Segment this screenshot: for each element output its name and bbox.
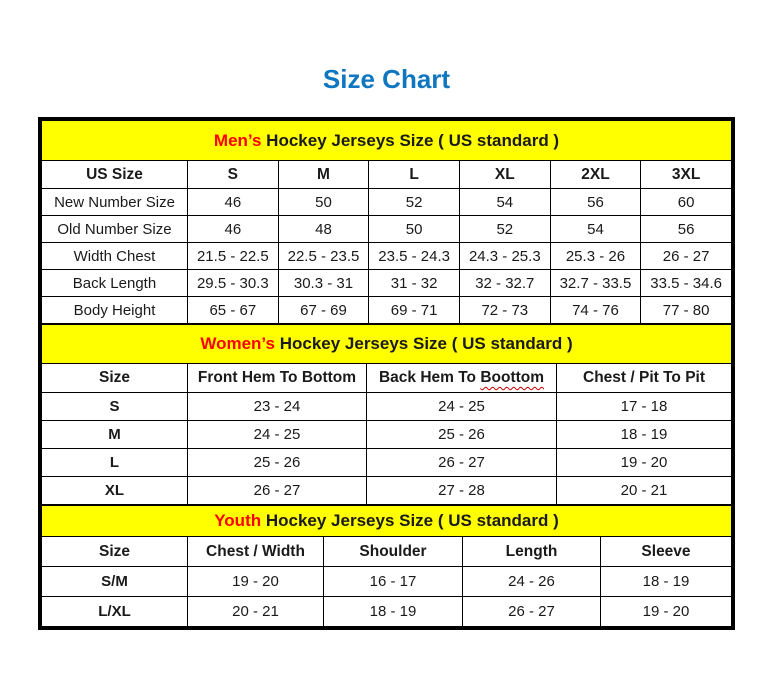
mens-col-header: L <box>369 161 460 189</box>
cell: 24 - 26 <box>463 567 601 597</box>
cell: 19 - 20 <box>557 449 732 477</box>
cell: 48 <box>278 216 369 243</box>
cell: 31 - 32 <box>369 270 460 297</box>
womens-banner-highlight: Women’s <box>200 334 275 353</box>
youth-col-header: Size <box>42 537 188 567</box>
row-label: S <box>42 393 188 421</box>
cell: 23 - 24 <box>188 393 367 421</box>
cell: 26 - 27 <box>188 477 367 505</box>
womens-col-header-prefix: Back Hem To <box>378 369 481 386</box>
page-title: Size Chart <box>322 64 451 94</box>
youth-header-row <box>42 537 732 567</box>
cell: 46 <box>188 189 279 216</box>
womens-size-table <box>41 324 732 505</box>
womens-col-header: Chest / Pit To Pit <box>557 364 732 393</box>
row-label: S/M <box>42 567 188 597</box>
cell: 77 - 80 <box>641 297 732 324</box>
cell: 22.5 - 23.5 <box>278 243 369 270</box>
youth-size-table <box>41 505 732 627</box>
row-label: New Number Size <box>42 189 188 216</box>
misspelled-word-squiggle: Boottom <box>480 369 545 386</box>
mens-col-header: M <box>278 161 369 189</box>
cell: 23.5 - 24.3 <box>369 243 460 270</box>
mens-col-header: S <box>188 161 279 189</box>
row-label: Body Height <box>42 297 188 324</box>
cell: 20 - 21 <box>557 477 732 505</box>
cell: 56 <box>641 216 732 243</box>
cell: 18 - 19 <box>557 421 732 449</box>
table-row <box>42 189 732 216</box>
cell: 50 <box>278 189 369 216</box>
womens-banner <box>42 325 732 364</box>
cell: 72 - 73 <box>459 297 550 324</box>
youth-banner-highlight: Youth <box>214 511 262 530</box>
cell: 52 <box>459 216 550 243</box>
row-label: Back Length <box>42 270 188 297</box>
row-label: XL <box>42 477 188 505</box>
cell: 24 - 25 <box>367 393 557 421</box>
cell: 29.5 - 30.3 <box>188 270 279 297</box>
youth-banner <box>42 506 732 537</box>
table-row <box>42 597 732 627</box>
size-chart-tables <box>38 117 735 630</box>
cell: 46 <box>188 216 279 243</box>
row-label: Old Number Size <box>42 216 188 243</box>
womens-col-header <box>367 364 557 393</box>
mens-col-header: US Size <box>42 161 188 189</box>
cell: 18 - 19 <box>324 597 463 627</box>
cell: 54 <box>459 189 550 216</box>
mens-size-table <box>41 120 732 324</box>
mens-col-header: 3XL <box>641 161 732 189</box>
cell: 25.3 - 26 <box>550 243 641 270</box>
cell: 32 - 32.7 <box>459 270 550 297</box>
cell: 26 - 27 <box>641 243 732 270</box>
mens-col-header: XL <box>459 161 550 189</box>
cell: 52 <box>369 189 460 216</box>
youth-col-header: Length <box>463 537 601 567</box>
mens-banner-row <box>42 121 732 161</box>
cell: 26 - 27 <box>463 597 601 627</box>
youth-col-header: Sleeve <box>601 537 732 567</box>
mens-banner-highlight: Men’s <box>213 130 262 150</box>
cell: 19 - 20 <box>601 597 732 627</box>
mens-banner-rest: Hockey Jerseys Size ( US standard ) <box>261 130 560 150</box>
cell: 16 - 17 <box>324 567 463 597</box>
mens-banner <box>42 121 732 161</box>
cell: 33.5 - 34.6 <box>641 270 732 297</box>
row-label: L <box>42 449 188 477</box>
youth-col-header: Shoulder <box>324 537 463 567</box>
womens-col-header: Front Hem To Bottom <box>188 364 367 393</box>
cell: 25 - 26 <box>188 449 367 477</box>
mens-header-row <box>42 161 732 189</box>
mens-col-header: 2XL <box>550 161 641 189</box>
cell: 27 - 28 <box>367 477 557 505</box>
table-row <box>42 477 732 505</box>
table-row <box>42 297 732 324</box>
cell: 18 - 19 <box>601 567 732 597</box>
table-row <box>42 449 732 477</box>
row-label: M <box>42 421 188 449</box>
table-row <box>42 243 732 270</box>
youth-banner-rest: Hockey Jerseys Size ( US standard ) <box>261 511 559 530</box>
cell: 19 - 20 <box>188 567 324 597</box>
row-label: L/XL <box>42 597 188 627</box>
table-row <box>42 270 732 297</box>
womens-header-row <box>42 364 732 393</box>
table-row <box>42 421 732 449</box>
cell: 20 - 21 <box>188 597 324 627</box>
womens-banner-rest: Hockey Jerseys Size ( US standard ) <box>274 334 573 353</box>
cell: 50 <box>369 216 460 243</box>
cell: 25 - 26 <box>367 421 557 449</box>
row-label: Width Chest <box>42 243 188 270</box>
cell: 30.3 - 31 <box>278 270 369 297</box>
cell: 60 <box>641 189 732 216</box>
cell: 56 <box>550 189 641 216</box>
table-row <box>42 393 732 421</box>
youth-col-header: Chest / Width <box>188 537 324 567</box>
cell: 21.5 - 22.5 <box>188 243 279 270</box>
cell: 24 - 25 <box>188 421 367 449</box>
cell: 67 - 69 <box>278 297 369 324</box>
table-row <box>42 216 732 243</box>
cell: 32.7 - 33.5 <box>550 270 641 297</box>
cell: 17 - 18 <box>557 393 732 421</box>
table-row <box>42 567 732 597</box>
womens-banner-row <box>42 325 732 364</box>
cell: 69 - 71 <box>369 297 460 324</box>
cell: 26 - 27 <box>367 449 557 477</box>
cell: 74 - 76 <box>550 297 641 324</box>
womens-col-header: Size <box>42 364 188 393</box>
cell: 54 <box>550 216 641 243</box>
youth-banner-row <box>42 506 732 537</box>
cell: 24.3 - 25.3 <box>459 243 550 270</box>
cell: 65 - 67 <box>188 297 279 324</box>
